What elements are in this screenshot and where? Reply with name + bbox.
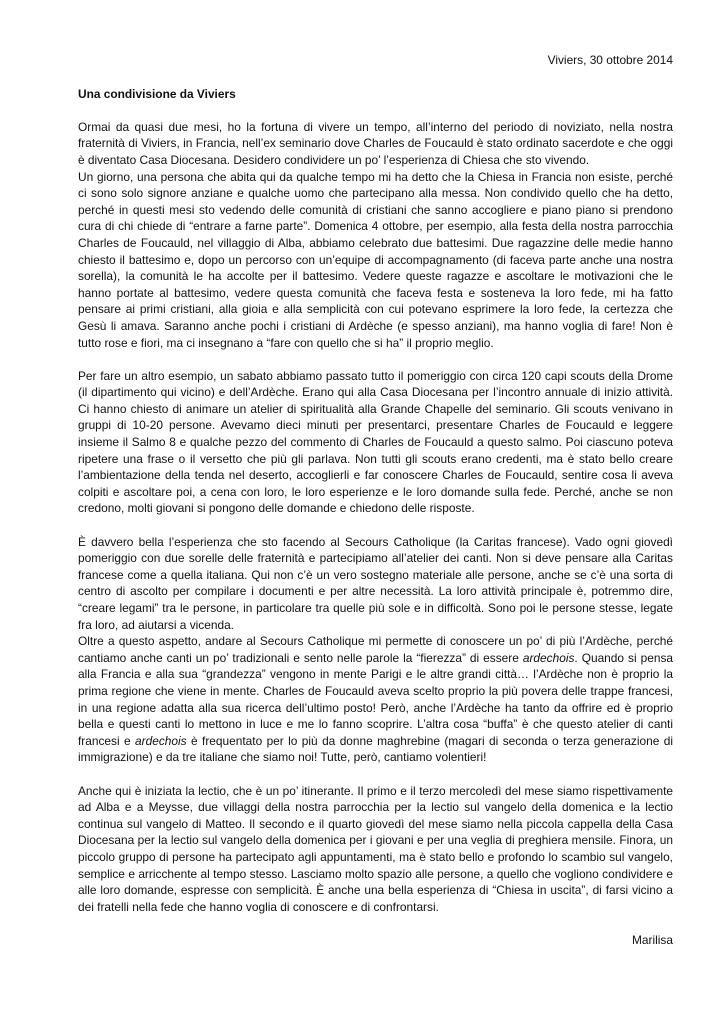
paragraph-5-text-a: Oltre a questo aspetto, andare al Secours Catholique mi permette di conoscere un po’ di più l’Ardèche, perché cantiamo anche canti un po’ tradizionali e sento nelle parole la “fierezza” di essere [78,634,673,665]
paragraph-gap [78,517,673,534]
paragraph-gap [78,351,673,368]
paragraph-gap [78,766,673,783]
signature: Marilisa [632,932,673,947]
paragraph-4 [78,534,673,634]
paragraph-1-text: Ormai da quasi due mesi, ho la fortuna di vivere un tempo, all’interno del periodo di noviziato, nella nostra fraternità di Viviers, in Francia, nell’ex seminario dove Charles de Foucauld è stato ordinato sacerdote e che oggi è diventato Casa Diocesana. Desidero condividere un po’ l’esperienza di Chiesa che sto vivendo. [78,119,673,167]
paragraph-6 [78,783,673,916]
paragraph-4-text: È davvero bella l’esperienza che sto facendo al Secours Catholique (la Caritas francese). Vado ogni giovedì pomeriggio con due sorelle delle fraternità e partecipiamo all’atelier dei canti. Non si deve pensare alla Caritas francese come a quella italiana. Qui non c’è un vero sostegno materiale alle persone, anche se c’è una sorta di centro di ascolto per compilare i documenti e per altre necessità. La loro attività principale è, potremmo dire, “creare legami” tra le persone, in particolare tra quelle più sole e in difficoltà. Sono poi le persone stesse, legate fra loro, ad aiutarsi a vicenda. [78,534,673,632]
paragraph-6-text: Anche qui è iniziata la lectio, che è un po’ itinerante. Il primo e il terzo mercoledì del mese siamo rispettivamente ad Alba e a Meysse, due villaggi della nostra parrocchia per la lectio sul vangelo della domenica e la lectio continua sul vangelo di Matteo. Il secondo e il quarto giovedì del mese siamo nella piccola cappella della Casa Diocesana per la lectio sul vangelo della domenica per i giovani e per una veglia di preghiera mensile. Finora, un piccolo gruppo di persone ha partecipato agli appuntamenti, ma è stato bello e profondo lo scambio sul vangelo, semplice e arricchente al tempo stesso. Lasciamo molto spazio alle persone, a quello che vogliono condividere e alle loro domande, espresse con semplicità. È anche una bella esperienza di “Chiesa in uscita”, di farsi vicino a dei fratelli nella fede che hanno voglia di conoscere e di confrontarsi. [78,783,673,914]
paragraph-5-text-c: è frequentato per lo più da donne maghrebine (magari di seconda o terza generazione di immigrazione) e da tre italiane che siamo noi! Tutte, però, cantiamo volentieri! [78,733,673,765]
letter-title: Una condivisione da Viviers [78,86,236,101]
paragraph-5-text-b: . Quando si pensa alla Francia e alla sua “grandezza” vengono in mente Parigi e le altre grandi città… l’Ardèche non è proprio la prima regione che viene in mente. Charles de Foucauld aveva scelto proprio la più povera delle trappe francesi, in una regione adatta alla sua ricerca dell’ultimo posto! Però, anche l’Ardèche ha tanto da offrire ed è proprio bella e questi canti lo mettono in luce e me lo fanno scoprire. L’altra cosa “buffa” è che questo atelier di canti francesi e [78,650,673,748]
paragraph-2-text: Un giorno, una persona che abita qui da qualche tempo mi ha detto che la Chiesa in Francia non esiste, perché ci sono solo signore anziane e qualche uomo che partecipano alla messa. Non condivido quello che ha detto, perché in questi mesi sto vedendo delle comunità di cristiani che sanno accogliere e piano piano si prendono cura di chi chiede di “entrare a farne parte”. Domenica 4 ottobre, per esempio, alla festa della nostra parrocchia Charles de Foucauld, nel villaggio di Alba, abbiamo celebrato due battesimi. Due ragazzine delle medie hanno chiesto il battesimo e, dopo un percorso con un’equipe di accompagnamento (di faceva parte anche una nostra sorella), la comunità le ha accolte per il battesimo. Vedere queste ragazze e ascoltare le motivazioni che le hanno portate al battesimo, vedere questa comunità che faceva festa e sosteneva la loro fede, mi ha fatto pensare ai primi cristiani, alla gioia e alla semplicità con cui potevano esprimere la loro fede, la certezza che Gesù li amava. Saranno anche pochi i cristiani di Ardèche (e spesso anziani), ma hanno voglia di fare! Non è tutto rose e fiori, ma ci insegnano a “fare con quello che si ha” il proprio meglio. [78,169,673,350]
letter-date: Viviers, 30 ottobre 2014 [547,53,673,67]
paragraph-3-text: Per fare un altro esempio, un sabato abbiamo passato tutto il pomeriggio con circa 120 capi scouts della Drome (il dipartimento qui vicino) e dell’Ardèche. Erano qui alla Casa Diocesana per l’incontro annuale di inizio attività. Ci hanno chiesto di animare un atelier di spiritualità alla Grande Chapelle del seminario. Gli scouts venivano in gruppi di 10-20 persone. Avevamo dieci minuti per presentarci, presentare Charles de Foucauld e leggere insieme il Salmo 8 e qualche pezzo del commento di Charles de Foucauld a questo salmo. Poi ciascuno poteva ripetere una frase o il versetto che più gli parlava. Non tutti gli scouts erano credenti, ma è stato bello creare l’ambientazione della tenda nel deserto, accoglierli e far conoscere Charles de Foucauld, sentire cosa li aveva colpiti e ascoltare poi, a cena con loro, le loro esperienze e le loro domande sulla fede. Perché, anche se non credono, molti giovani si pongono delle domande e chiedono delle risposte. [78,368,673,516]
paragraph-1 [78,119,673,169]
paragraph-5-em-1: ardechois [522,650,575,665]
paragraph-2 [78,169,673,352]
paragraph-5 [78,633,673,766]
paragraph-3 [78,368,673,517]
paragraph-5-em-2: ardechois [135,733,187,748]
